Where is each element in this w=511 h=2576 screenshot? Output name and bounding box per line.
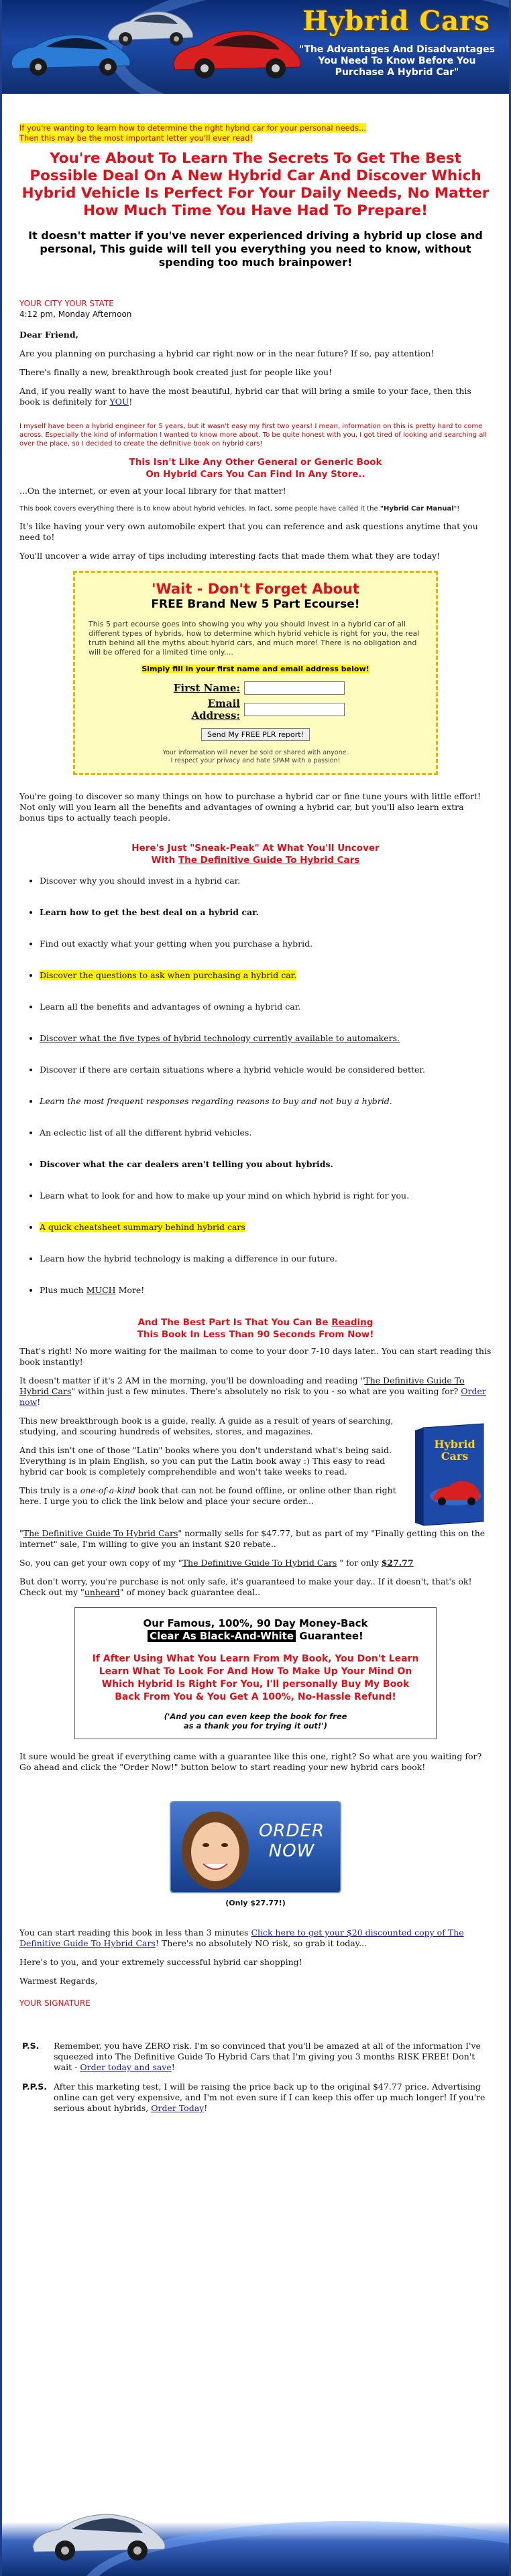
optin-description: This 5 part ecourse goes into showing you why you should invest in a hybrid car of all different types of hybrids, how to determine which hybrid vehicle is right for you, the real truth behind all the myths about hybrid cars, and much more! There is no obligation and will be offered for a limited time only.... [89,620,420,657]
privacy-note [84,749,427,765]
guide-title-underlined: The Definitive Guide To Hybrid Cars [178,855,360,866]
text-span: " of money back guarantee deal.. [119,1587,261,1597]
list-item: • Discover why you should invest in a hybrid car. [40,876,492,886]
text-span: " within just a few minutes. There's absolutely no risk to you - so what are you waiting for? [71,1386,461,1396]
manual-paragraph [19,504,492,513]
letter-date: 4:12 pm, Monday Afternoon [19,310,132,319]
text-span: This truly is a [19,1485,80,1495]
letter-paragraph: Are you planning on purchasing a hybrid car right now or in the near future? If so, pay attention! [19,348,435,358]
letter-paragraph: Here's to you, and your extremely successful hybrid car shopping! [19,1957,302,1967]
letter-paragraph: You'll uncover a wide array of tips including interesting facts that made them what they are today! [19,551,441,561]
pps-label: P.P.S. [22,2082,47,2092]
list-item: • Find out exactly what your getting when you purchase a hybrid. [40,939,492,949]
text-span: ! [204,2103,208,2113]
list-item: • Learn how the hybrid technology is making a difference in our future. [40,1253,492,1264]
letter-paragraph: And this isn't one of those "Latin" books where you don't understand what's being said. Everything is in plain English, so you can put the Latin book away :) This easy to read hybrid car book is completely comprehendible and won't take weeks to read. [19,1445,392,1477]
ps-row [19,2040,492,2081]
ebook-cover-title: Hybrid Cars [434,1438,475,1463]
list-item [40,970,492,981]
text-span: "! [453,505,460,513]
text-span: ! [171,2062,175,2072]
postscript-table [19,2040,492,2122]
reading-underlined: Reading [331,1317,374,1328]
text-span: This book covers everything there is to know about hybrid vehicles. In fact, some people have called it the [19,505,380,513]
list-item: • Learn all the benefits and advantages of owning a hybrid car. [40,1002,492,1012]
closing: Warmest Regards, [19,1976,98,1986]
ps-label: P.S. [22,2041,40,2051]
letter-paragraph [19,1485,406,1507]
best-part-heading [19,1316,492,1341]
heading-line: Here's Just "Sneak-Peak" At What You'll Uncover [131,843,380,854]
highlighted-text: Discover the questions to ask when purchasing a hybrid car. [40,970,297,980]
list-item: • Discover what the car dealers aren't telling you about hybrids. [40,1159,492,1170]
underlined-text: Discover what the five types of hybrid technology currently available to automakers. [40,1033,400,1043]
heading-line: On Hybrid Cars You Can Find In Any Store.. [146,469,365,480]
order-now-link[interactable]: Order now [19,1386,486,1407]
signature: YOUR SIGNATURE [19,1998,91,2008]
guarantee-note [89,1712,422,1731]
ebook-cover-svg [411,1421,492,1528]
optin-title: 'Wait - Don't Forget About [152,581,359,597]
letter-paragraph: There's finally a new, breakthrough book created just for people like you! [19,367,333,377]
text-span: " for only [337,1558,382,1568]
optin-subtitle: FREE Brand New 5 Part Ecourse! [151,598,360,611]
discover-paragraph: You're going to discover so many things on how to purchase a hybrid car or fine tune yours with little effort! Not only will you learn all the benefits and advantages of owning a hybrid car, but you'll also learn extra bonus tips to actually teach people. [19,791,481,823]
guarantee-line-1: Our Famous, 100%, 90 Day Money-Back [143,1617,368,1629]
text-span: "Hybrid Car Manual [380,505,454,513]
intro-line-2: Then this may be the most important letter you'll ever read! [19,133,253,143]
text-span: More! [115,1285,145,1295]
order-today-link[interactable]: Order Today [151,2103,205,2113]
sub-headline: It doesn't matter if you've never experienced driving a hybrid up close and personal, This guide will tell you everything you need to know, without spending too much brainpower! [28,229,483,269]
greeting: Dear Friend, [19,330,78,340]
privacy-line: I respect your privacy and hate SPAM with a passion! [170,757,341,764]
text-span: Remember, you have ZERO risk. I'm so convinced that you'll be amazed at all of the information I've squeezed into The Definitive Guide To Hybrid Cars that I'm giving you 3 months RISK FREE! Don't wait - [54,2041,481,2072]
email-row [84,697,427,722]
heading-line: With [151,855,178,866]
unheard-underlined: unheard [84,1587,120,1597]
letter-paragraph: It sure would be great if everything came with a guarantee like this one, right? So what are you waiting for? Go ahead and click the "Order Now!" button below to start reading your new hybrid cars book! [19,1751,482,1772]
first-name-label: First Name: [173,682,240,694]
guarantee-badge: Clear As Black-And-White [148,1630,296,1642]
ebook-cover-image [411,1421,492,1528]
text-span: But don't worry, you're purchase is not only safe, it's guaranteed to make your day.. If it doesn't, that's ok! Check out my " [19,1576,472,1597]
book-section [19,1416,492,1528]
list-item [40,1033,492,1044]
header-banner [2,0,509,94]
order-today-save-link[interactable]: Order today and save [80,2062,172,2072]
note-line: as a thank you for trying it out!') [184,1721,327,1731]
letter-paragraph [19,1576,492,1598]
city-state: YOUR CITY YOUR STATE [19,299,114,308]
list-item [40,1222,492,1233]
sneak-peak-heading [19,842,492,866]
list-item [40,1285,492,1296]
text-span: ! [37,1397,41,1407]
list-item: • Learn the most frequent responses regarding reasons to buy and not buy a hybrid. [40,1096,492,1107]
author-story [19,422,492,448]
text-span: Plus much [40,1285,87,1295]
first-name-row [84,681,427,695]
text-span: After this marketing test, I will be raising the price back up to the original $47.77 price. Advertising online can get very expensive, and I'm not even sure if I can keep this offer up much longer! If you're serious about hybrids, [54,2082,486,2113]
highlighted-text: A quick cheatsheet summary behind hybrid cars [40,1222,245,1232]
main-content [2,94,509,2122]
text-span: So, you can get your own copy of my " [19,1558,182,1568]
guide-title-underlined: The Definitive Guide To Hybrid Cars [182,1558,337,1568]
discount-link[interactable]: Click here to get your $20 discounted copy of The Definitive Guide To Hybrid Cars [19,1927,464,1948]
privacy-line: Your information will never be sold or shared with anyone. [162,749,349,756]
author-story-text: I myself have been a hybrid engineer for 5 years, but it wasn't easy my first two years! I mean, information on this is pretty hard to come across. Especially the kind of information I wanted to know more about. To be quite honest with you, I got tired of looking and searching all over the place, so I decided to create the definitive book on hybrid cars! [19,423,487,448]
header-subtitle: "The Advantages And Disadvantages You Need To Know Before You Purchase A Hybrid Car" [299,44,495,78]
book-text-column [19,1416,406,1528]
text-span: And, if you really want to have the most beautiful, hybrid car that will bring a smile to your face, then this book is definitely for [19,386,471,407]
italic-text: one-of-a-kind [80,1485,136,1495]
underlined-text: MUCH [86,1285,116,1295]
first-name-input[interactable] [244,681,345,695]
footer-car-image [29,2505,170,2565]
main-headline: You're About To Learn The Secrets To Get The Best Possible Deal On A New Hybrid Car And Discover Which Hybrid Vehicle Is Perfect For Your Daily Needs, No Matter How Much Time You Have Had To Prepare! [21,150,490,219]
letter-paragraph: That's right! No more waiting for the mailman to come to your door 7-10 days later.. You can start reading this book instantly! [19,1346,492,1367]
letter-paragraph [19,1375,492,1408]
guarantee-promise: If After Using What You Learn From My Book, You Don't Learn Learn What To Look For And How To Make Up Your Mind On Which Hybrid Is Right For You, I'll personally Buy My Book Back From You & You Get A 100%, No-Hassle Refund! [92,1653,419,1702]
email-input[interactable] [244,703,345,716]
order-now-button[interactable] [170,1801,341,1893]
ps-text [53,2040,492,2081]
intro-text [19,123,492,143]
guarantee-line-2 [89,1630,422,1642]
guarantee-text: Guarantee! [296,1630,363,1642]
order-now-label: ORDER NOW [258,1821,325,1861]
text-span: book that can not be found offline, or online other than right here. I urge you to click the link below and place your secure order... [19,1485,396,1506]
list-item: • Discover if there are certain situations where a hybrid vehicle would be considered better. [40,1065,492,1075]
smiling-woman-image [176,1808,254,1889]
text-span: ! [129,397,133,407]
not-generic-heading [19,456,492,480]
guide-title-underlined: The Definitive Guide To Hybrid Cars [19,1375,465,1396]
guide-title-underlined: The Definitive Guide To Hybrid Cars [23,1528,178,1538]
heading-line: This Isn't Like Any Other General or Generic Book [129,457,382,468]
email-label: Email Address: [191,697,240,722]
footer-banner [2,2498,509,2576]
car-image-blue [7,27,135,80]
header-title: Hybrid Cars [302,5,490,37]
text-span: You can start reading this book in less than 3 minutes [19,1927,251,1938]
letter-paragraph [19,1528,492,1550]
list-item: • Learn how to get the best deal on a hybrid car. [40,907,492,918]
letter-paragraph [19,386,492,407]
letter-paragraph [19,1558,492,1568]
you-link[interactable]: YOU [109,397,129,407]
send-report-button[interactable]: Send My FREE PLR report! [201,728,310,741]
price-caption: (Only $27.77!) [225,1899,286,1907]
list-item: • An eclectic list of all the different hybrid vehicles. [40,1128,492,1138]
letter-paragraph [19,1927,492,1949]
intro-line-1: If you're wanting to learn how to determine the right hybrid car for your personal needs... [19,123,366,133]
heading-line: This Book In Less Than 90 Seconds From Now! [137,1329,374,1340]
list-item: • Learn what to look for and how to make up your mind on which hybrid is right for you. [40,1191,492,1201]
guarantee-box [74,1607,437,1739]
letter-paragraph: This new breakthrough book is a guide, really. A guide as a result of years of searching, studying, and scouring hundreds of websites, stores, and magazines. [19,1416,394,1436]
heading-line: And The Best Part Is That You Can Be [137,1317,332,1328]
feature-list [19,876,492,1296]
letter-paragraph: ...On the internet, or even at your local library for that matter! [19,486,286,496]
pps-row [19,2081,492,2122]
optin-box [73,571,438,775]
pps-text [53,2081,492,2122]
price-text: $27.77 [381,1558,414,1568]
note-line: ('And you can even keep the book for free [164,1712,347,1721]
text-span: " normally sells for $47.77, but as part of my "Finally getting this on the internet" sale, I'm willing to give you an instant $20 rebate.. [19,1528,486,1549]
letter-paragraph: It's like having your very own automobile expert that you can reference and ask questions anytime that you need to! [19,521,478,542]
optin-instruction: Simply fill in your first name and email address below! [141,665,370,673]
text-span: It doesn't matter if it's 2 AM in the morning, you'll be downloading and reading " [19,1375,365,1385]
text-span: " [19,1528,23,1538]
text-span: ! There's no absolutely NO risk, so grab it today... [155,1938,367,1948]
car-image-red [170,20,304,84]
